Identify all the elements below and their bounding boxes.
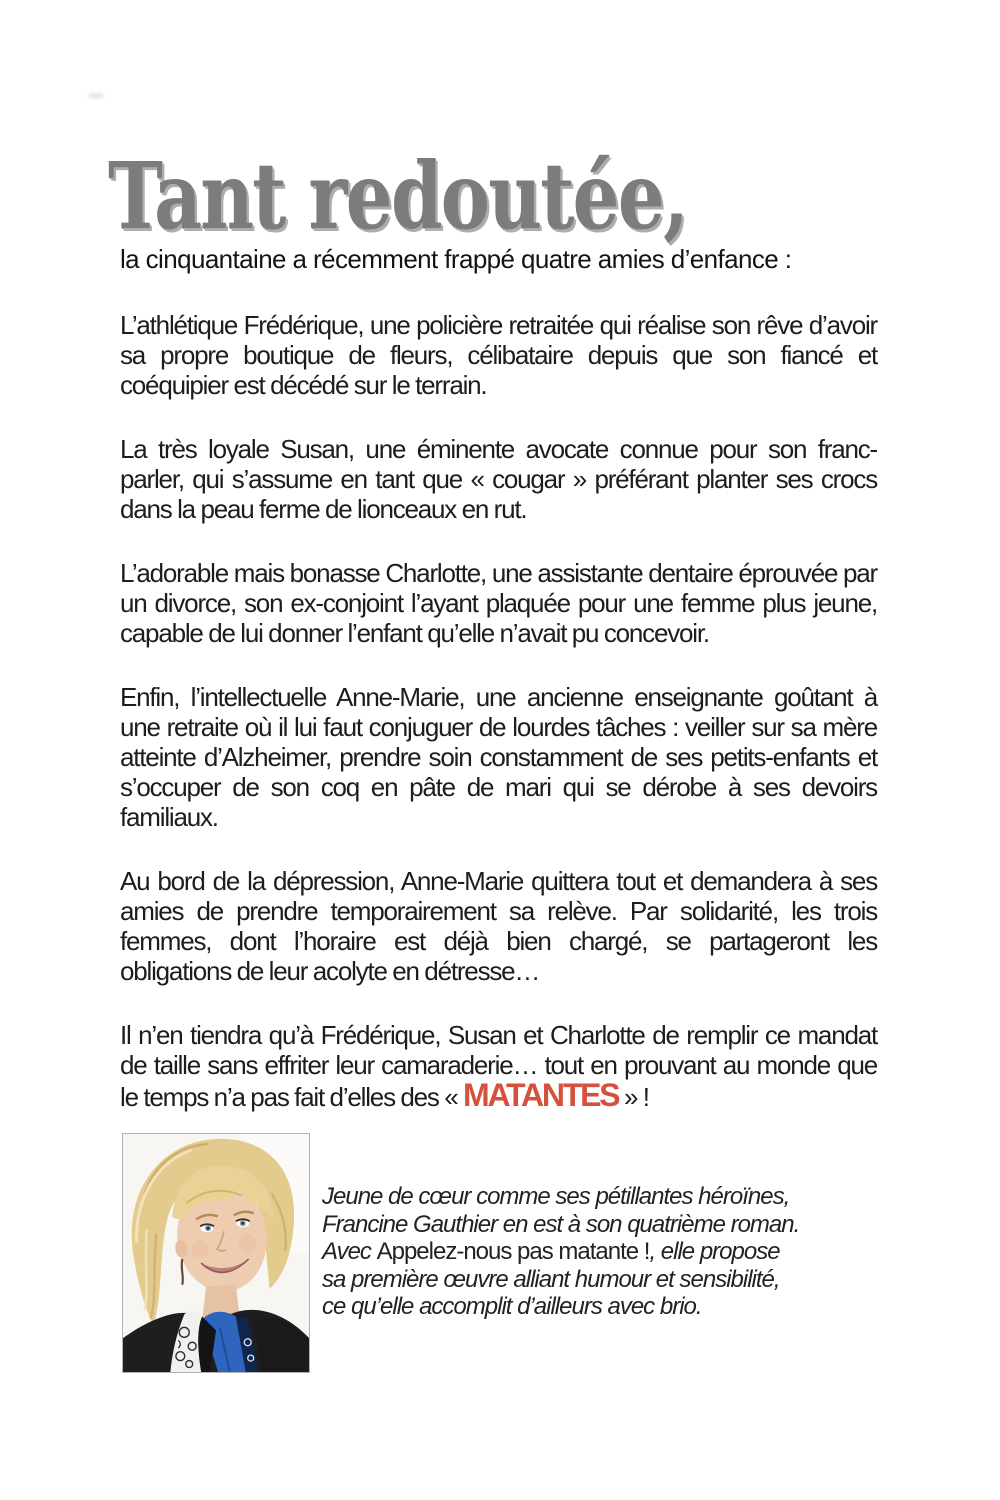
matantes-highlight: MATANTES [463,1077,619,1113]
author-photo [122,1133,310,1373]
paragraph-anne-marie: Enfin, l’intellectuelle Anne-Marie, une ancienne enseignante goûtant à une retraite où il lui faut conjuguer de lourdes tâches : veiller sur sa mère atteinte d’Alzheimer, prendre soin constamment de ses petits-enfants et s’occuper de son coq en pâte de mari qui se dérobe à ses devoirs familiaux. [120,682,877,832]
bio-text-after: , elle propose sa première œuvre alliant humour et sensibilité, ce qu’elle accomplit d’ailleurs avec brio. [322,1238,780,1320]
bio-book-title: Appelez-nous pas matante ! [376,1238,650,1265]
subtitle: la cinquantaine a récemment frappé quatre amies d’enfance : [120,244,792,274]
print-smudge-artifact [88,92,104,99]
closing-text-after: » ! [618,1082,649,1112]
paragraph-frederique: L’athlétique Frédérique, une policière retraitée qui réalise son rêve d’avoir sa propre boutique de fleurs, célibataire depuis que son fiancé et coéquipier est décédé sur le terrain. [120,310,877,400]
author-portrait-illustration [123,1134,309,1372]
text-column [120,244,877,1112]
paragraph-depression: Au bord de la dépression, Anne-Marie quittera tout et demandera à ses amies de prendre temporairement sa relève. Par solidarité, les trois femmes, dont l’horaire est déjà bien chargé, se partageront les obligations de leur acolyte en détresse… [120,866,877,986]
page-title: Tant redoutée, [108,142,688,250]
bio-text-before: Jeune de cœur comme ses pétillantes héroïnes, Francine Gauthier en est à son quatrième roman. Avec [322,1183,800,1265]
author-bio [322,1183,804,1321]
paragraph-charlotte: L’adorable mais bonasse Charlotte, une assistante dentaire éprouvée par un divorce, son ex-conjoint l’ayant plaquée pour une femme plus jeune, capable de lui donner l’enfant qu’elle n’avait pu concevoir. [120,558,877,648]
paragraph-closing [120,1020,877,1112]
paragraph-susan: La très loyale Susan, une éminente avocate connue pour son franc-parler, qui s’assume en tant que « cougar » préférant planter ses crocs dans la peau ferme de lionceaux en rut. [120,434,877,524]
closing-text-before: Il n’en tiendra qu’à Frédérique, Susan et Charlotte de remplir ce mandat de taille sans effriter leur camaraderie… tout en prouvant au monde que le temps n’a pas fait d’elles des « [120,1020,877,1112]
